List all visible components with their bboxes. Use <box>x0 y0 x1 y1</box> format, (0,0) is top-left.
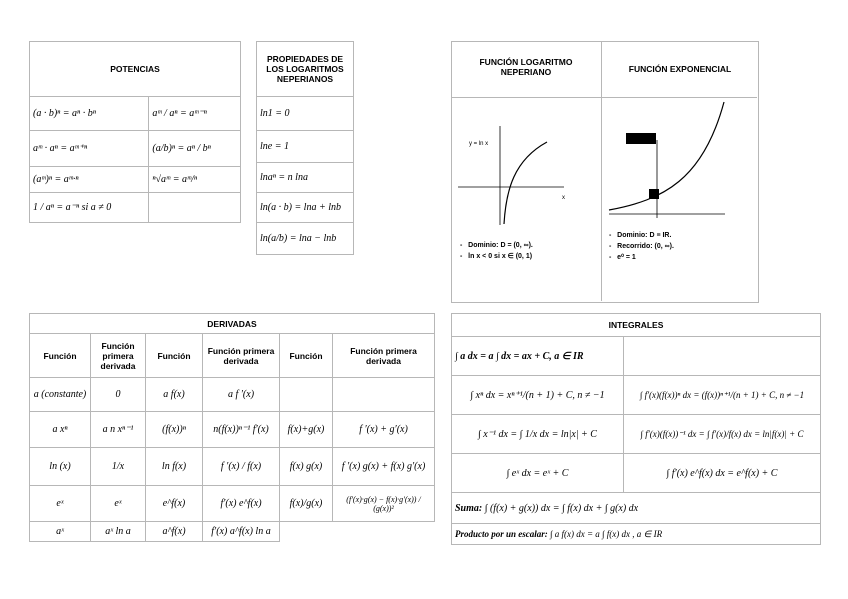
producto-rule: ∫ a f(x) dx = a ∫ f(x) dx , a ∈ IR <box>550 528 663 539</box>
log-function-title: FUNCIÓN LOGARITMO NEPERIANO <box>479 57 573 77</box>
log-axis-label: x <box>562 195 565 201</box>
derivada-cell: a^f(x) <box>146 522 203 542</box>
derivada-cell: 1/x <box>91 448 146 486</box>
integral-producto-row <box>452 524 821 545</box>
graficas-column-divider <box>601 41 602 301</box>
derivadas-header: Función primera derivada <box>91 334 146 378</box>
derivadas-header: Función <box>280 334 333 378</box>
derivada-cell: f(x)/g(x) <box>280 486 333 522</box>
derivada-cell: aˣ ln a <box>91 522 146 542</box>
logaritmo-rule: ln(a · b) = lna + lnb <box>257 193 354 223</box>
integrales-table <box>451 313 821 545</box>
derivadas-header: Función primera derivada <box>203 334 280 378</box>
log-property: - ln x < 0 si x ∈ (0, 1) <box>460 251 533 262</box>
log-property: - Dominio: D = (0, ∞). <box>460 240 533 251</box>
potencia-rule: aᵐ · aⁿ = aᵐ⁺ⁿ <box>30 131 149 167</box>
integral-rule: ∫ a dx = a ∫ dx = ax + C, a ∈ IR <box>452 337 624 376</box>
derivada-cell <box>280 378 333 412</box>
derivada-cell: f ′(x) g(x) + f(x) g′(x) <box>333 448 435 486</box>
exp-curve <box>609 102 724 210</box>
exp-graph <box>603 100 755 220</box>
derivada-cell: (f′(x)·g(x) − f(x)·g′(x)) / (g(x))² <box>333 486 435 522</box>
derivada-cell: n(f(x))ⁿ⁻¹ f′(x) <box>203 412 280 448</box>
derivada-cell: aˣ <box>30 522 91 542</box>
potencias-table <box>29 41 241 223</box>
exp-properties <box>609 230 674 263</box>
logaritmo-rule: ln1 = 0 <box>257 97 354 131</box>
derivada-cell: a f ′(x) <box>203 378 280 412</box>
exp-property: - e⁰ = 1 <box>609 252 674 263</box>
derivada-cell: a f(x) <box>146 378 203 412</box>
derivada-cell: f(x) g(x) <box>280 448 333 486</box>
integral-rule: ∫ f′(x) e^f(x) dx = e^f(x) + C <box>624 454 821 493</box>
potencia-rule: (a/b)ⁿ = aⁿ / bⁿ <box>149 131 241 167</box>
derivada-cell: e^f(x) <box>146 486 203 522</box>
suma-label: Suma: <box>455 502 483 514</box>
derivada-cell: a n xⁿ⁻¹ <box>91 412 146 448</box>
derivada-cell <box>333 522 435 542</box>
potencia-rule: (a · b)ⁿ = aⁿ · bⁿ <box>30 97 149 131</box>
derivadas-header: Función primera derivada <box>333 334 435 378</box>
derivadas-header: Función <box>146 334 203 378</box>
exp-function-title: FUNCIÓN EXPONENCIAL <box>628 64 732 74</box>
derivada-cell: f(x)+g(x) <box>280 412 333 448</box>
derivada-cell: f ′(x) / f(x) <box>203 448 280 486</box>
derivadas-header: Función <box>30 334 91 378</box>
derivada-cell: ln (x) <box>30 448 91 486</box>
producto-label: Producto por un escalar: <box>455 528 548 539</box>
derivada-cell <box>333 378 435 412</box>
potencias-title: POTENCIAS <box>30 42 241 97</box>
integral-rule: ∫ xⁿ dx = xⁿ⁺¹/(n + 1) + C, n ≠ −1 <box>452 376 624 415</box>
integral-rule <box>624 337 821 376</box>
exp-property: - Dominio: D ≡ IR. <box>609 230 674 241</box>
potencia-rule: ⁿ√aᵐ = aᵐ/ⁿ <box>149 167 241 193</box>
potencia-rule: (aᵐ)ⁿ = aᵐ·ⁿ <box>30 167 149 193</box>
graficas-header-divider <box>451 97 757 98</box>
derivadas-table <box>29 313 435 542</box>
logaritmos-title: PROPIEDADES DE LOS LOGARITMOS NEPERIANOS <box>257 42 354 97</box>
potencia-empty-cell <box>149 193 241 223</box>
logaritmo-rule: lnaⁿ = n lna <box>257 163 354 193</box>
derivada-cell <box>280 522 333 542</box>
exp-legend-block <box>626 133 656 144</box>
derivada-cell: eˣ <box>30 486 91 522</box>
derivada-cell: f′(x) a^f(x) ln a <box>203 522 280 542</box>
suma-rule: ∫ (f(x) + g(x)) dx = ∫ f(x) dx + ∫ g(x) dx <box>484 502 639 514</box>
potencia-rule: aᵐ / aⁿ = aᵐ⁻ⁿ <box>149 97 241 131</box>
integral-rule: ∫ x⁻¹ dx = ∫ 1/x dx = ln|x| + C <box>452 415 624 454</box>
derivada-cell: a xⁿ <box>30 412 91 448</box>
derivada-cell: f ′(x) + g′(x) <box>333 412 435 448</box>
exp-property: - Recorrido: (0, ∞). <box>609 241 674 252</box>
integral-rule: ∫ f′(x)(f(x))ⁿ dx = (f(x))ⁿ⁺¹/(n + 1) + C, n ≠ −1 <box>624 376 821 415</box>
derivada-cell: eˣ <box>91 486 146 522</box>
integral-rule: ∫ f′(x)(f(x))⁻¹ dx = ∫ f′(x)/f(x) dx = ln|f(x)| + C <box>624 415 821 454</box>
derivada-cell: ln f(x) <box>146 448 203 486</box>
logaritmo-rule: lne = 1 <box>257 131 354 163</box>
exp-point-marker <box>649 189 659 199</box>
integral-rule: ∫ eˣ dx = eˣ + C <box>452 454 624 493</box>
log-graph <box>452 120 600 230</box>
derivada-cell: a (constante) <box>30 378 91 412</box>
log-curve-label: y = ln x <box>469 141 489 147</box>
potencia-rule: 1 / aⁿ = a⁻ⁿ si a ≠ 0 <box>30 193 149 223</box>
derivada-cell: 0 <box>91 378 146 412</box>
logaritmo-rule: ln(a/b) = lna − lnb <box>257 223 354 255</box>
integrales-title: INTEGRALES <box>452 314 821 337</box>
derivada-cell: f′(x) e^f(x) <box>203 486 280 522</box>
log-curve <box>504 142 547 224</box>
derivada-cell: (f(x))ⁿ <box>146 412 203 448</box>
derivadas-title: DERIVADAS <box>30 314 435 334</box>
logaritmos-table <box>256 41 354 255</box>
integral-suma-row <box>452 493 821 524</box>
log-properties <box>460 240 533 262</box>
